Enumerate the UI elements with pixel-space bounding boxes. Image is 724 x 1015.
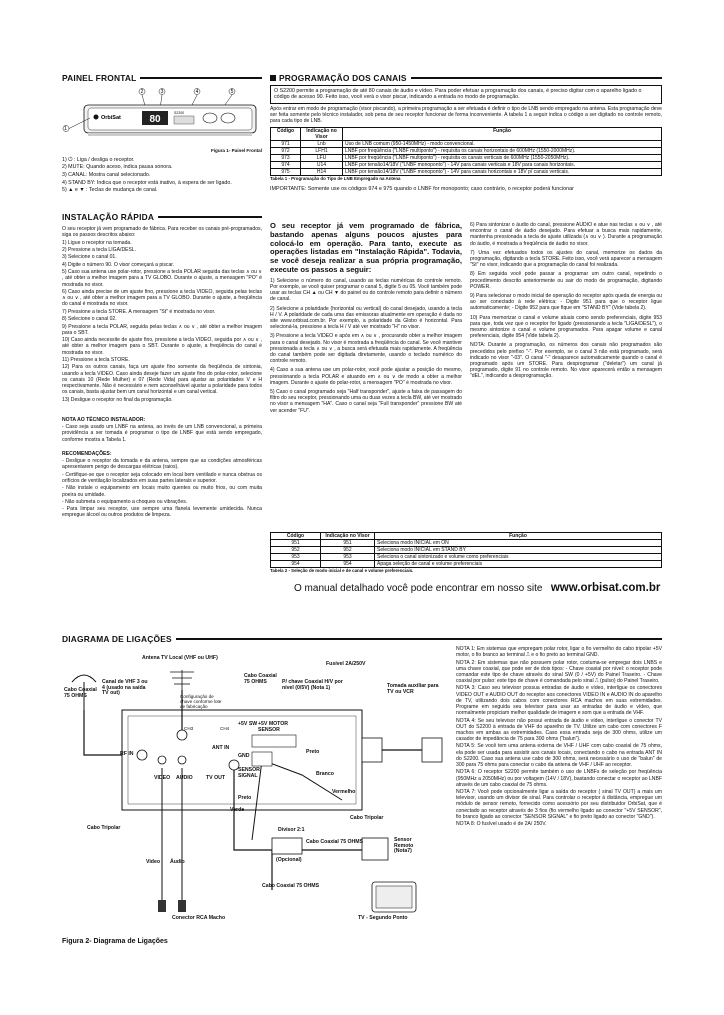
programacao-step: 9) Para selecionar o modo inicial de operação do receptor após queda de energia ou ao ser conectado à rede elétrica: - Digite 951 para que o receptor ligue automaticamente; - Digite 952 para que fique em "STAND BY" (Vide tabela 2).	[470, 293, 662, 312]
label-video-vertical: Video	[146, 859, 161, 865]
painel-frontal-section	[62, 73, 262, 195]
recomendacao-item: - Certifique-se que o receptor seja colocado em local bem ventilado e nunca obstrua os orifícios de ventilação localizados em suas partes laterais e superior.	[62, 471, 262, 484]
instalacao-step: 5) Caso sua antena use polar-rotor, pressione a tecla POLAR seguida das teclas ∧ ou ∨ , até obter a melhor imagem para a TV GLOBO. Durante o ajuste, a mensagem "PO" é mostrada no visor.	[62, 269, 262, 288]
table-cell: Seleciona modo INICIAL em STAND BY	[375, 547, 662, 554]
instalacao-step: 11) Pressione a tecla STORE.	[62, 356, 130, 363]
programacao-step: 3) Pressione a tecla VIDEO e após em ∧ ou ∨ , procurando obter a melhor imagem para o canal desejado. No visor é mostrada a freqüência do canal. Se você mantiver pressionada a tecla ∧ ou ∨ , a busca será efetuada mais rapidamente. A freqüência do canal também pode ser digitada diretamente, usando o teclado numérico do controle remoto.	[270, 333, 462, 365]
recomendacao-item: - Não submeta o equipamento a choques ou vibrações.	[62, 498, 188, 505]
table-row	[271, 147, 662, 154]
label-tv-segundo-ponto: TV - Segundo Ponto	[358, 915, 408, 921]
instalacao-step: 7) Pressione a tecla STORE. A mensagem "St" é mostrada no visor.	[62, 308, 216, 315]
nota-item: NOTA 8: O fusível usado é de 2A/ 250V.	[456, 821, 547, 828]
label-motor: +5V MOTOR SENSOR	[258, 721, 289, 733]
painel-item: 2) MUTE: Quando aceso, indica pausa sonora.	[62, 164, 173, 171]
nota-tecnico-text: - Caso seja usado um LNBF na antena, ao invés de um LNB convencional, a primeira providência a ser tomada é programar o tipo de LNBF que está sendo empregado, conforme mostra a Tabela 1.	[62, 424, 262, 443]
label-cabo-coaxial: Cabo Coaxial 75 OHMS	[244, 673, 277, 685]
table-1-col-header: Indicação no Visor	[301, 127, 343, 140]
nota-item: NOTA 5: Se você tem uma antena externa de VHF / UHF com cabo coaxial de 75 ohms, ela pode ser usada para assistir aos canais locais, conectando o cabo na entrada ANT IN do S2200. Caso sua antena use cabo de 300 ohms, será necessário o uso de "balun" de 300 para 75 ohms para conectar o cabo da antena de VHF / UHF ao receptor.	[456, 743, 662, 769]
wiring-diagram	[62, 650, 452, 930]
instalacao-intro: O seu receptor já vem programado de fábrica. Para receber os canais pré-programados, siga os passos descritos abaixo:	[62, 226, 262, 239]
nota-item: NOTA 7: Você pode opcionalmente ligar a saída do receptor ( sinal TV OUT) a mais um televisor, usando um divisor de sinal. Para controlar o receptor à distância, empregue um módulo de sensor remoto, fornecido como acessório por seu distribuidor OrbiSat, que é conectado ao receptor através de 3 fios (fio vermelho ligado ao conector "+5V SENSOR", fio branco ligado ao conector "SENSOR SIGNAL" e fio preto ligado ao conector "GND").	[456, 789, 662, 820]
label-verde: Verde	[230, 807, 245, 813]
programacao-section	[270, 73, 662, 194]
programacao-step: 10) Para memorizar o canal e volume atuais como sendo preferenciais, digite 953 para que, toda vez que o receptor for ligado (pressionando a tecla "LIGA/DESL"), o mesmo sintonize o canal e volume programados. Para apagar volume e canal preferenciais, digite 954 (Vide tabela 2).	[470, 314, 662, 340]
table-cell: Uso de LNB comum (950-1450MHz) - modo convencional.	[343, 140, 662, 147]
table-cell: U14	[301, 161, 343, 168]
brand-logo-text: OrbiSat	[101, 115, 121, 121]
label-sw: +5V SW	[238, 721, 258, 727]
table-2-col-header: Código	[271, 533, 321, 540]
instalacao-step: 9) Pressione a tecla POLAR, seguida pelas teclas ∧ ou ∨ , até obter a melhor imagem para o SBT.	[62, 323, 262, 336]
label-chave: Configuração de chave conforme lote de fabricação	[180, 694, 222, 710]
display-readout: 80	[149, 114, 161, 125]
table-1	[270, 127, 662, 176]
label-tomada: Tomada auxiliar para TV ou VCR	[387, 683, 439, 695]
label-conector: Conector RCA Macho	[172, 915, 226, 921]
nota-item: NOTA 4: Se seu televisor não possui entrada de áudio e vídeo, interligue o conector TV OUT do S2200 à entrada de VHF do aparelho de TV. Utilize um cabo com conectores F machos em ambas as extremidades. Caso essa entrada seja de 300 ohms, utilize um casador de impedância de 75 para 300 ohms ("balun").	[456, 717, 662, 743]
programacao-step: 6) Para sintonizar o áudio do canal, pressione AUDIO e atue nas teclas ∧ ou ∨ , até encontrar o canal de áudio desejado. Para efetuar a busca mais rapidamente, mantenha pressionada a tecla de ajuste utilizada (∧ ou ∨ ). Durante a programação do áudio, é mostrada a freqüência de áudio no visor.	[470, 222, 662, 247]
instalacao-step: 8) Selecione o canal 02.	[62, 316, 117, 323]
table-cell: 972	[271, 147, 301, 154]
painel-item: 1) ⏻ : Liga / desliga o receptor.	[62, 156, 135, 163]
label-p-chave: P/ chave Coaxial H/V por nível (0/5V) (Nota 1)	[282, 679, 343, 691]
figure-2-caption: Figura 2- Diagrama de Ligações	[62, 938, 168, 945]
painel-item: 4) STAND BY: Indica que o receptor está inativo, à espera de ser ligado.	[62, 179, 232, 186]
instalacao-step: 2) Pressione a tecla LIGA/DESL.	[62, 246, 137, 253]
table-cell: H14	[301, 168, 343, 175]
label-audio-vertical: Áudio	[170, 859, 185, 865]
label-cabo-tripolar: Cabo Tripolar	[87, 825, 121, 831]
programacao-step: 4) Caso a sua antena use um polar-rotor, você pode ajustar a posição do mesmo, pressionando a tecla POLAR e atuando em ∧ ou ∨ de modo a obter a melhor imagem. Durante o ajuste do polar-rotor, a mensagem "PO" é mostrada no visor.	[270, 367, 462, 386]
painel-item: 5) ▲ e ▼ : Teclas de mudança de canal.	[62, 187, 158, 194]
recomendacoes-title: RECOMENDAÇÕES:	[62, 450, 112, 457]
instalacao-step: 12) Para os outros canais, faça um ajuste fino somente da freqüência de sintonia, usando a tecla VIDEO. Caso ainda deseje fazer um ajuste fino do polar-rotor, selecione os canais 10 (Rede Mulher) e 07 (Rede Vida) para ajustar as polaridades V e H respectivamente. Não é necessário e nem aconselhável ajustar a polaridade para todos os canais, basta ajustar bem um canal horizontal e um canal vertical.	[62, 364, 262, 396]
programacao-step: 2) Selecione a polaridade (horizontal ou vertical) do canal desejado, usando a tecla H / V. A polaridade de cada uma das emissoras atualmente em operação é dada no site www.orbisat.com.br. Por exemplo, a polaridade da Globo é horizontal. Para selecioná-la, pressione a tecla H / V até ver mostrado "H" no visor.	[270, 305, 462, 331]
table-cell: 951	[321, 540, 375, 547]
nota-item: NOTA 6: O receptor S2200 permite também o uso de LNBFs de seleção por freqüência (950MHz a 2050MHz) ou por voltagem (14V / 18V), bastando conectar o receptor ao LNBF através de um cabo coaxial de 75 ohms.	[456, 769, 662, 788]
label-sensor-remoto: Sensor Remoto (Nota7)	[394, 837, 414, 855]
programacao-after-box: Após entrar em modo de programação (visor piscando), a primeira programação a ser efetuada é definir o tipo de LNB sendo empregado na antena. Esta programação deve ser feita somente pelo técnico instalador, sob pena de seu receptor funcionar de forma inconveniente. A tabela 1 a seguir indica o código a ser digitado no controle remoto, para cada tipo de LNB.	[270, 105, 662, 125]
diagrama-header-block	[62, 634, 662, 644]
recomendacao-item: - Não instale o equipamento em locais muito quentes ou muito frios, ou com muita poeira ou umidade.	[62, 485, 262, 498]
programacao-big-text: O seu receptor já vem programado de fábrica, bastando apenas alguns poucos ajustes para colocá-lo em operação. Para tanto, execute as operações listadas em "Instalação Rápida". Todavia, se você deseja realizar a sua própria programação, execute os passos a seguir:	[270, 221, 462, 274]
table-cell: 953	[321, 554, 375, 561]
table-cell: 954	[321, 561, 375, 568]
programacao-step: 1) Selecione o número do canal, usando as teclas numéricas do controle remoto. Por exemplo, se você quiser programar o canal 5, digite 5 ou 05. Você também pode usar as teclas CH ▲ ou CH ▼ do painel ou do controle remoto para definir o número de canal.	[270, 277, 462, 303]
table-row	[271, 168, 662, 175]
label-ant-in: ANT IN	[212, 745, 230, 751]
label-cabo-coaxial-row: Cabo Coaxial 75 OHMS	[306, 839, 364, 845]
table-cell: 971	[271, 140, 301, 147]
instalacao-step: 6) Caso ainda precise de um ajuste fino, pressione a tecla VIDEO, seguida pelas teclas ∧ ou ∨ , até obter a melhor imagem para a TV GLOBO. Durante o ajuste, a freqüência do canal é mostrada no visor.	[62, 288, 262, 308]
diagrama-header: DIAGRAMA DE LIGAÇÕES	[62, 634, 662, 644]
painel-frontal-header: PAINEL FRONTAL	[62, 73, 262, 83]
instalacao-step: 4) Digite o número 90. O visor começará a piscar.	[62, 261, 175, 268]
table-1-col-header: Código	[271, 127, 301, 140]
nota-item: NOTA 3: Caso seu televisor possua entradas de áudio e vídeo, interligue os conectores VIDEO OUT e AUDIO OUT do receptor aos conectores VIDEO IN e AUDIO IN do aparelho de TV, utilizando dois cabos com conectores RCA machos em suas extremidades. Programe em seguida seu televisor para usar as entradas de áudio e vídeo, que normalmente propiciam melhor qualidade de imagem e som que a entrada de VHF.	[456, 685, 662, 717]
callout-3: 3	[160, 89, 164, 95]
manual-text: O manual detalhado você pode encontrar em nosso site	[294, 583, 543, 595]
label-antena-tv: Antena TV Local (VHF ou UHF)	[142, 655, 218, 661]
label-preto-2: Preto	[238, 795, 252, 801]
label-divisor: Divisor 2:1	[278, 827, 305, 833]
table-2-header	[271, 533, 662, 540]
nota-tecnico-title: NOTA AO TÉCNICO INSTALADOR:	[62, 416, 146, 423]
nota-item: NOTA 1: Em sistemas que empregam polar rotor, ligar o fio vermelho do cabo tripolar +5V motor, o fio branco ao terminal ⎍ e o fio preto ao terminal GND.	[456, 646, 662, 659]
table-2	[270, 532, 662, 568]
programacao-middle-column	[270, 222, 462, 417]
manual-site-line	[294, 581, 662, 595]
label-audio: AUDIO	[176, 775, 193, 781]
label-fusivel: Fusível 2A/250V	[326, 661, 366, 667]
callout-2: 2	[140, 89, 144, 95]
table-row	[271, 554, 662, 561]
table-cell: Lnb	[301, 140, 343, 147]
nota-item: NOTA 2: Em sistemas que não possuem polar rotor, costuma-se empregar dois LNBS e uma chave coaxial, que pode ser de dois tipos: - Chave coaxial por nível: o receptor pode comandar este tipo de chave através do sinal SW (0 / +5V) do Painel Traseiro. - Chave coaxial por pulso: este tipo de chave é comandada pelo sinal ⎍ (pulso) do Painel Traseiro.	[456, 659, 662, 685]
table-cell: LNBF por tensão14/18V ("LNBF monoponto") - 14V para canais verticais e 18V para canais horizontais.	[343, 161, 662, 168]
label-ch4: CH4	[220, 726, 230, 731]
table-row	[271, 561, 662, 568]
programacao-step: 7) Uma vez efetuados todos os ajustes do canal, memorize os dados da programação, digitando a tecla STORE. Feito isso, você verá aparecer a mensagem "St" no visor, indicando que a programação do canal foi realizada.	[470, 249, 662, 269]
label-gnd: GND	[238, 753, 250, 759]
table-2-caption: Tabela 2 - Seleção de modo inicial e de canal e volume preferenciais.	[270, 568, 414, 573]
table-cell: 951	[271, 540, 321, 547]
table-cell: 974	[271, 161, 301, 168]
instalacao-step: 3) Selecione o canal 01.	[62, 254, 117, 261]
label-cabo-coaxial-2: Cabo Coaxial 75 OHMS	[64, 687, 97, 699]
label-ch3: CH3	[184, 726, 194, 731]
table-cell: 975	[271, 168, 301, 175]
table-cell: Seleciona o canal sintonizado e volume como preferenciais	[375, 554, 662, 561]
painel-item: 3) CANAL: Mostra canal selecionado.	[62, 171, 151, 178]
table-cell: Apaga seleção de canal e volume preferenciais	[375, 561, 662, 568]
programacao-header: PROGRAMAÇÃO DOS CANAIS	[270, 73, 662, 83]
label-canal: Canal de VHF 3 ou 4 (usado na saída TV out)	[102, 679, 148, 697]
diagrama-notes	[456, 646, 662, 828]
important-note: IMPORTANTE: Somente use os códigos 974 e 975 quando o LNBF for monoponto; caso contrário, o receptor poderá funcionar	[270, 185, 574, 192]
table-row	[271, 540, 662, 547]
label-cabo-coaxial-row-2: Cabo Coaxial 75 OHMS	[262, 883, 320, 889]
table-cell: 973	[271, 154, 301, 161]
label-branco: Branco	[316, 771, 334, 777]
site-link[interactable]: www.orbisat.com.br	[550, 582, 661, 595]
table-1-caption: Tabela 1 - Programação do Tipo de LNB Empregado na Antena	[270, 175, 401, 181]
painel-items	[62, 157, 262, 194]
label-preto: Preto	[306, 749, 320, 755]
instalacao-step: 13) Desligue o receptor no final da programação.	[62, 396, 173, 403]
table-row	[271, 140, 662, 147]
callout-5: 5	[230, 89, 234, 95]
instalacao-step: 10) Caso ainda necessite de ajuste fino, pressione a tecla VIDEO, seguida por ∧ ou ∨ , até obter a melhor imagem para o SBT. Durante o ajuste, a freqüência do canal é mostrada no visor.	[62, 337, 262, 356]
label-vermelho: Vermelho	[332, 789, 356, 795]
programacao-step: 5) Caso o canal programado seja "Half transponder", ajuste a faixa de passagem do filtro do seu receptor, pressionando uma ou duas vezes a tecla BW, até ver mostrado no visor a mensagem "HA". Caso o canal seja "Full transponder" pressione BW até ver acender "FU".	[270, 389, 462, 414]
programacao-right-column	[470, 222, 662, 383]
label-opcional: (Opcional)	[276, 857, 302, 863]
instalacao-header: INSTALAÇÃO RÁPIDA	[62, 212, 262, 222]
table-1-header	[271, 127, 662, 140]
recomendacao-item: - Desligue o receptor da tomada e da antena, sempre que as condições atmosféricas apresentarem perigo de descargas elétricas (raios).	[62, 458, 262, 471]
table-row	[271, 154, 662, 161]
table-cell: Seleciona modo INICIAL em ON	[375, 540, 662, 547]
label-rf-in: RF IN	[120, 751, 134, 757]
label-sensor: SENSOR SIGNAL	[238, 767, 260, 779]
table-cell: LFH1	[301, 147, 343, 154]
recomendacao-item: - Para limpar seu receptor, use sempre uma flanela levemente umidecida. Nunca empregue álcool ou outros produtos de limpeza.	[62, 506, 262, 519]
table-cell: LNBF por freqüência ("LNBF multiponto") - requisita os canais verticais de 600MHz (1550-2050MHz).	[343, 154, 662, 161]
table-2-col-header: Indicação no Visor	[321, 533, 375, 540]
table-cell: LNBF por freqüência ("LNBF multiponto") - requisita os canais horizontais de 600MHz (1550-2000MHz).	[343, 147, 662, 154]
label-tv-out: TV OUT	[206, 775, 226, 781]
callout-1: 1	[64, 126, 67, 132]
callout-4: 4	[195, 89, 199, 95]
table-cell: LFU	[301, 154, 343, 161]
table-2-block	[270, 532, 662, 596]
table-row	[271, 547, 662, 554]
programacao-step: 8) Em seguida você pode passar a programar um outro canal, repetindo o procedimento descrito anteriormente ou sair do modo de programação, digitando POWER.	[470, 271, 662, 290]
model-label: S2200	[174, 111, 185, 115]
figure-1-caption: Figura 1- Painel Frontal	[210, 148, 262, 153]
instalacao-step: 1) Ligue o receptor na tomada.	[62, 239, 132, 246]
table-1-col-header: Função	[343, 127, 662, 140]
instalacao-section	[62, 212, 262, 520]
label-video: VIDEO	[154, 775, 171, 781]
table-cell: 952	[271, 547, 321, 554]
programacao-nota: NOTA: Durante a programação, os números dos canais não programados são precedidos pelo prefixo "-". Por exemplo, se o canal 3 não está programado, será indicado no visor "-03". O canal "-" desaparece automaticamente quando o canal é programado após um STORE. Para desprogramar ("deletar") um canal já programado, digite 91 no controle remoto. No visor aparecerá então a mensagem "dEL", indicando a desprogramação.	[470, 342, 662, 380]
table-cell: LNBF por tensão14/18V ("LNBF monoponto") - 14V para canais horizontais e 18V p/ canais verticais.	[343, 168, 662, 175]
programacao-intro-box: O S2200 permite a programação de até 80 canais de áudio e vídeo. Para poder efetuar a programação dos canais, é preciso digitar com o aparelho ligado o código de acesso 90. Feito isso, você verá o visor piscar, indicando a entrada no modo de programação.	[270, 85, 662, 104]
table-cell: 952	[321, 547, 375, 554]
table-cell: 953	[271, 554, 321, 561]
label-cabo-tripolar-2: Cabo Tripolar	[350, 815, 384, 821]
table-2-col-header: Função	[375, 533, 662, 540]
table-cell: 954	[271, 561, 321, 568]
front-panel-drawing	[62, 85, 262, 147]
table-row	[271, 161, 662, 168]
